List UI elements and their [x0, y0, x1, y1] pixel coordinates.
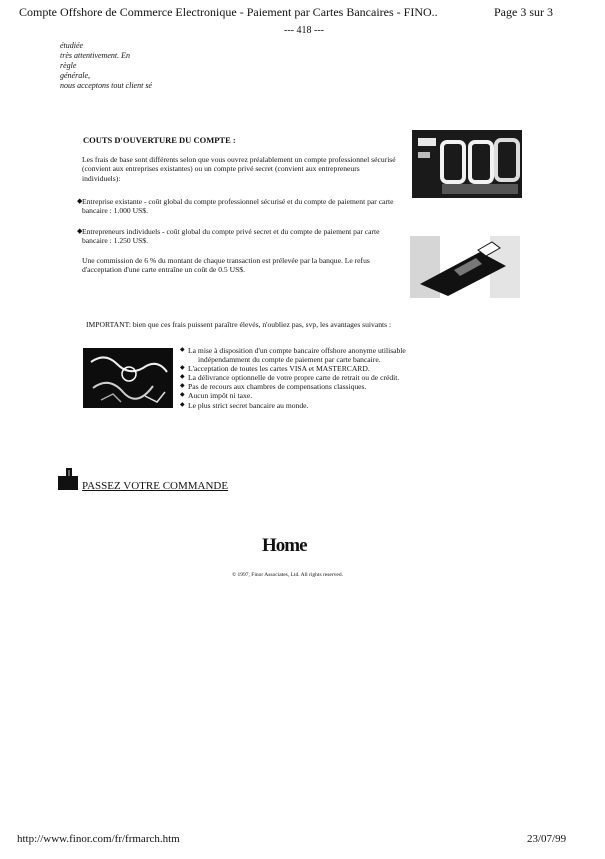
costs-bullet-business: [77, 197, 398, 216]
card-reader-image: [410, 236, 520, 298]
bullet-icon: ◆: [77, 197, 83, 205]
world-map-image: [83, 348, 173, 408]
intro-text: [60, 41, 152, 91]
intro-line: règle: [60, 61, 77, 70]
keypad-image: [412, 130, 522, 198]
bullet-icon: ◆: [77, 227, 83, 235]
list-item: indépendamment du compte de paiement par carte bancaire.: [198, 355, 381, 365]
intro-line: générale,: [60, 71, 90, 80]
intro-line: étudiée: [60, 41, 84, 50]
intro-line: très attentivement. En: [60, 51, 130, 60]
order-section: [56, 466, 228, 492]
costs-heading: COUTS D'OUVERTURE DU COMPTE :: [83, 135, 236, 145]
advantages-list: [180, 346, 520, 410]
bullet-text: Entreprise existante - coût global du compte professionnel sécurisé et du compte de paiement par carte bancaire : 1.000 US$.: [82, 197, 394, 216]
list-item: ◆ Le plus strict secret bancaire au monde.: [180, 401, 520, 410]
important-note: IMPORTANT: bien que ces frais puissent paraître élevés, n'oubliez pas, svp, les avantages suivants :: [86, 320, 392, 329]
footer-url: http://www.finor.com/fr/frmarch.htm: [17, 833, 180, 845]
list-item: ◆ L'acceptation de toutes les cartes VISA et MASTERCARD.: [180, 364, 520, 373]
costs-paragraph: Les frais de base sont différents selon que vous ouvrez préalablement un compte professionnel sécurisé (convient aux entreprises existantes) ou un compte privé secret (convient aux entrepreneurs individuels):: [82, 155, 396, 183]
bullet-text: Entrepreneurs individuels - coût global du compte privé secret et du compte de paiement par carte bancaire : 1.250 US$.: [82, 227, 380, 246]
page-number: --- 418 ---: [284, 25, 324, 36]
copyright-notice: © 1997, Finor Associates, Ltd. All rights reserved.: [232, 572, 343, 578]
commission-paragraph: Une commission de 6 % du montant de chaque transaction est prélevée par la banque. Le refus d'acceptation d'une carte entraîne un coût de 0.5 US$.: [82, 256, 370, 275]
header-title: Compte Offshore de Commerce Electronique - Paiement par Cartes Bancaires - FINO..: [19, 5, 438, 19]
home-link[interactable]: Home: [262, 535, 307, 556]
header-page-count: Page 3 sur 3: [494, 5, 553, 19]
list-item: ◆ La délivrance optionnelle de votre propre carte de retrait ou de crédit.: [180, 373, 520, 382]
list-item: ◆ La mise à disposition d'un compte bancaire offshore anonyme utilisable: [180, 346, 520, 355]
costs-bullet-individual: [77, 227, 398, 246]
intro-line: nous acceptons tout client sé: [60, 81, 152, 90]
list-item: ◆ Pas de recours aux chambres de compensations classiques.: [180, 382, 520, 391]
order-hand-icon[interactable]: [56, 466, 80, 492]
footer-date: 23/07/99: [527, 833, 567, 845]
list-item: ◆ Aucun impôt ni taxe.: [180, 391, 520, 400]
order-link[interactable]: PASSEZ VOTRE COMMANDE: [82, 480, 229, 492]
